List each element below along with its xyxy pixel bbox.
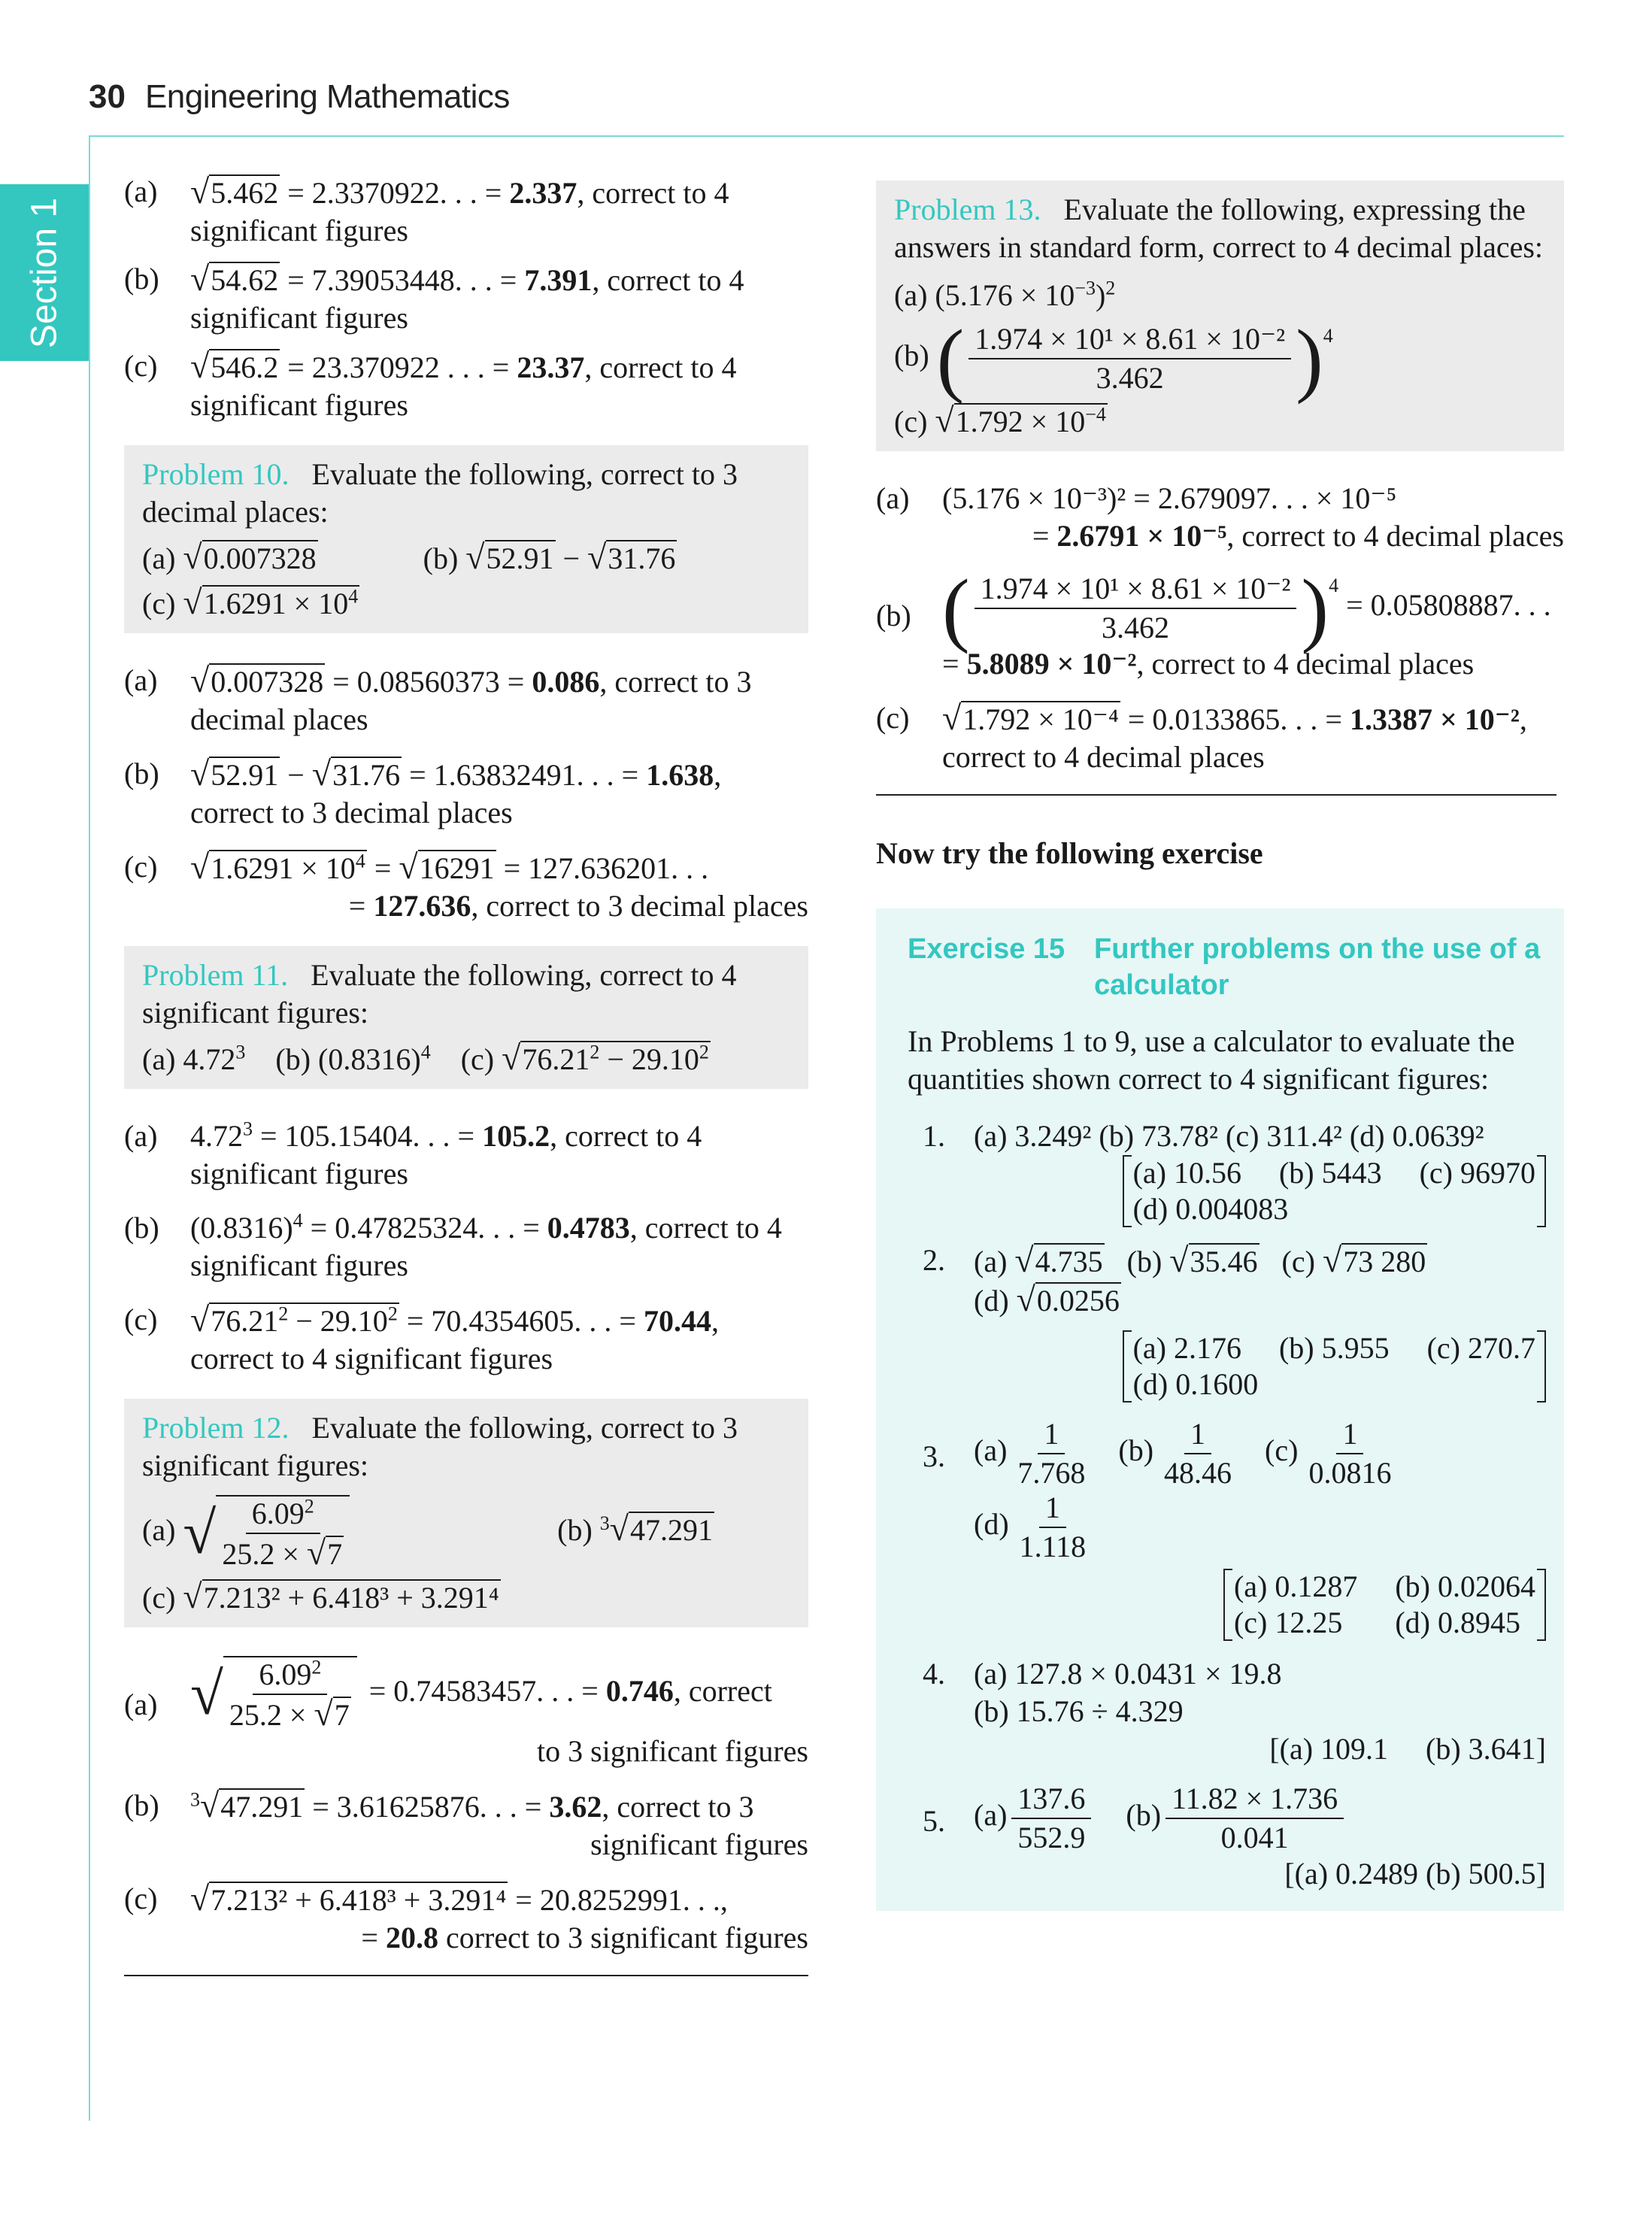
p12-answer-a: (a) √ $\frac{6.09^2}{25.2 \times √7}$ = 0.74583457. . . = 0.746, correct to 3 significant figures: [124, 1656, 808, 1768]
p10-answer-a: (a) √0.007328 = 0.08560373 = 0.086, correct to 3 decimal places: [124, 661, 752, 736]
problem-10-box: Problem 10. Evaluate the following, correct to 3 decimal places: (a) √0.007328 (b) √52.91 − √31.76 (c) $√1.6291 \times 10^4$: [124, 445, 808, 633]
right-column: [876, 180, 1564, 1911]
problem-11-title: Problem 11.: [142, 958, 289, 992]
p11-answer-a: (a) $4.72^3 = 105.15404$. . . = 105.2, correct to 4 significant figures: [124, 1117, 702, 1190]
p13-answer-b: (b) ( $\frac{\text{1.974 × 10¹ × 8.61 × 10⁻²}}{3.462}$ )$^4$ = 0.05808887. . . = 5.8089 × 10⁻², correct to 4 decimal places: [876, 563, 1551, 681]
exercise-item-1: 1. (a) 3.249² (b) 73.78² (c) 311.4² (d) 0.0639² (a) 10.56 (b) 5443 (c) 96970 (d) 0.004083: [908, 1117, 1546, 1228]
left-column: [124, 173, 808, 1976]
problem-12-title: Problem 12.: [142, 1411, 289, 1445]
p11-answer-b: (b) $(0.8316)^4 = 0.47825324$. . . = 0.4783, correct to 4 significant figures: [124, 1209, 782, 1282]
exercise-item-5: 5. (a) $\frac{137.6}{552.9}$ (b) $\frac{11.82 \times 1.736}{0.041}$ [(a) 0.2489 (b) 500.5]: [923, 1782, 1546, 1891]
exercise-item-4: 4. (a) 127.8 × 0.0431 × 19.8 (b) 15.76 ÷ 4.329 [(a) 109.1 (b) 3.641]: [923, 1657, 1546, 1766]
problem-11-box: Problem 11. Evaluate the following, correct to 4 significant figures: (a) 4.72$^3$ (b) $(0.8316)^4$ (c) $√76.21^2 - 29.10^2$: [124, 946, 808, 1089]
page-number: 30: [89, 78, 126, 115]
p12-answer-b: (b) $^3$√47.291 = 3.61625876. . . = 3.62, correct to 3 significant figures: [124, 1786, 808, 1861]
p9-answer-b: (b) √54.62 = 7.39053448. . . = 7.391, correct to 4 significant figures: [124, 259, 744, 335]
problem-12-box: Problem 12. Evaluate the following, correct to 3 significant figures: (a) √ $\frac{6.09^2}{25.2 \times √7}$ (b) $^3$√47.291 (c) √7.213² + 6.418³ + 3.291⁴: [124, 1399, 808, 1627]
p9-answer-c: (c) √546.2 = 23.370922 . . . = 23.37, correct to 4 significant figures: [124, 347, 737, 422]
exercise-intro: In Problems 1 to 9, use a calculator to evaluate the quantities shown correct to 4 significant figures:: [908, 1024, 1515, 1096]
p13-answer-a: (a) (5.176 × 10⁻³)² = 2.679097. . . × 10⁻⁵ = 2.6791 × 10⁻⁵, correct to 4 decimal places: [876, 481, 1564, 553]
exercise-heading: Exercise 15 Further problems on the use of a calculator: [908, 933, 1541, 1001]
book-title: Engineering Mathematics: [144, 78, 510, 115]
p12-answer-c: (c) √7.213² + 6.418³ + 3.291⁴ = 20.8252991. . ., = 20.8 correct to 3 significant figures: [124, 1879, 808, 1954]
p10-answer-c: (c) $√1.6291 \times 10^4 = √16291 = 127.636201$. . . = 127.636, correct to 3 decimal places: [124, 848, 808, 923]
p13-answer-c: (c) √1.792 × 10⁻⁴ = 0.0133865. . . = 1.3387 × 10⁻², correct to 4 decimal places: [876, 699, 1527, 774]
margin-rule: [89, 135, 90, 2121]
p9-answer-a: (a) √5.462 = 2.3370922. . . = 2.337, correct to 4 significant figures: [124, 172, 729, 247]
left-end-rule: [124, 1975, 808, 1976]
section-tab: Section 1: [0, 184, 89, 361]
problem-13-title: Problem 13.: [894, 193, 1041, 226]
right-end-rule: [876, 794, 1557, 796]
running-header: [89, 78, 510, 116]
p10-answer-b: (b) √52.91 − √31.76 = 1.63832491. . . = 1.638, correct to 3 decimal places: [124, 754, 722, 829]
exercise-15-box: [876, 908, 1564, 1911]
now-try-heading: Now try the following exercise: [876, 836, 1263, 870]
exercise-item-3: 3. (a) $\frac{1}{7.768}$ (b) $\frac{1}{48.46}$ (c) $\frac{1}{0.0816}$ (d) $\frac{1}{1.118}$ (a) 0.1287 (b) 0.02064 (c) 12.25 (d) 0.8945: [908, 1417, 1546, 1642]
header-rule: [89, 135, 1564, 137]
p11-answer-c: (c) $√76.21^2 - 29.10^2 = 70.4354605$. . . = 70.44, correct to 4 significant figures: [124, 1300, 719, 1375]
exercise-item-2: 2. (a) √4.735 (b) √35.46 (c) √73 280 (d) √0.0256 (a) 2.176 (b) 5.955 (c) 270.7 (d) 0.1600: [908, 1242, 1546, 1403]
problem-10-title: Problem 10.: [142, 457, 289, 491]
problem-13-box: Problem 13. Evaluate the following, expressing the answers in standard form, correct to 4 decimal places: (a) $(5.176 \times 10^{-3})^2$ (b) ( $\frac{\text{1.974 × 10¹ × 8.61 × 10⁻²}}{3.462}$ )$^4$ (c) $√1.792 \times 10^{-4}$: [876, 180, 1564, 451]
